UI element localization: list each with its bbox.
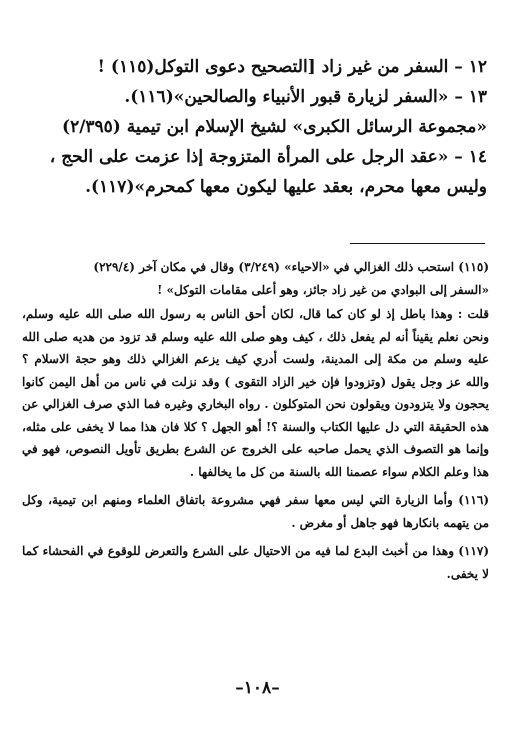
footnotes — [22, 256, 489, 585]
footnote-115-line1: (١١٥) استحب ذلك الغزالي في «الاحياء» (٣/٢٤٩) وقال في مكان آخر (٢٢٩/٤) — [93, 260, 489, 274]
main-line: ١٣ – «السفر لزيارة قبور الأنبياء والصالحين»(١١٦). — [124, 87, 487, 107]
main-line: ١٤ – «عقد الرجل على المرأة المتزوجة إذا عزمت على الحج ، — [49, 147, 487, 167]
footnote-115-comment: قلت : وهذا باطل إذ لو كان كما قال، لكان أحق الناس به رسول الله صلى الله عليه وسلم، ونحن نعلم يقيناً أنه لم يفعل ذلك ، كيف وهو صلى الله عليه وسلم قد تزود من هديه صلى الله عليه وسلم من مكة إلى المدينة، ولست أدري كيف يزعم الغزالي ذلك وهو حجة الاسلام ؟ والله عز وجل يقول (وتزودوا فإن خير الزاد التقوى ) وقد نزلت في ناس من أهل اليمن كانوا يحجون ولا يتزودون ويقولون نحن المتوكلون . رواه البخاري وغيره فما الذي صرف الغزالي عن هذه الحقيقة التي دل عليها الكتاب والسنة ؟! أهو الجهل ؟ كلا فان هذا مما لا يخفى على مثله، وإنما هو التصوف الذي يحمل صاحبه على الخروج عن الشرع بطريق تأويل النصوص، فهو في هذا وعلم الكلام سواء عصمنا الله بالسنة من كل ما يخالفها . — [22, 307, 490, 479]
main-line: «مجموعة الرسائل الكبرى» لشيخ الإسلام ابن تيمية (٢/٣٩٥) — [62, 117, 487, 137]
main-line: وليس معها محرم، بعقد عليها ليكون معها كمحرم»(١١٧). — [85, 177, 487, 197]
footnote-117: (١١٧) وهذا من أخبث البدع لما فيه من الاحتيال على الشرع والتعرض للوقوع في الفحشاء كما لا يخفى. — [22, 544, 489, 581]
footnote-115-line2: «السفر إلى البوادي من غير زاد جائز، وهو أعلى مقامات التوكل» ! — [157, 282, 489, 297]
footnote-116: (١١٦) وأما الزيارة التي ليس معها سفر فهي مشروعة باتفاق العلماء ومنهم ابن تيمية، وكل من يتهمه بانكارها فهو جاهل أو مغرض . — [22, 493, 489, 530]
main-line: ١٢ – السفر من غير زاد [التصحيح دعوى التوكل(١١٥) ! — [97, 57, 487, 77]
footnote-separator — [350, 243, 485, 244]
main-text — [30, 52, 487, 202]
page-number: –١٠٨– — [235, 678, 280, 698]
